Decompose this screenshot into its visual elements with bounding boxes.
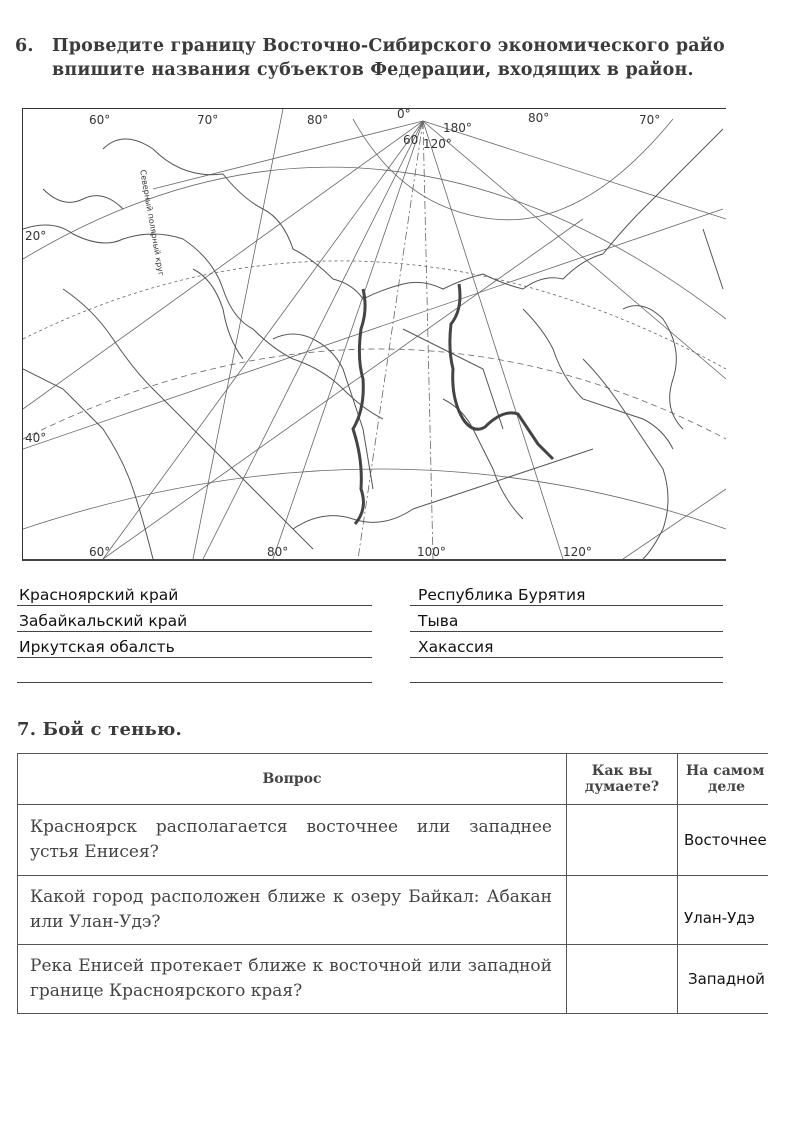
region-answers [0, 580, 793, 690]
header-guess [567, 754, 678, 805]
arctic-circle-label: Северный полярный круг [138, 169, 166, 277]
table-row [18, 805, 769, 876]
header-question: Вопрос [18, 754, 567, 805]
meridian-label-60: 60 [403, 133, 419, 147]
answer-field[interactable]: Красноярский край [17, 583, 372, 606]
meridian-label-60-bottom: 60° [89, 545, 111, 559]
question-cell: Красноярск располагается восточнее или западнее устья Енисея? [18, 805, 567, 876]
answer-field[interactable] [410, 660, 723, 683]
fact-cell[interactable]: Восточнее [678, 805, 769, 876]
meridian-label-120-bottom: 120° [563, 545, 592, 559]
task-6-instruction-line-1: Проведите границу Восточно-Сибирского экономического райо [52, 36, 725, 56]
answer-field[interactable]: Забайкальский край [17, 609, 372, 632]
shadow-boxing-table [17, 753, 768, 1014]
answer-field[interactable]: Тыва [410, 609, 723, 632]
header-fact [678, 754, 769, 805]
meridian-label-80-top: 80° [307, 113, 329, 127]
table-row [18, 876, 769, 945]
header-fact-line-1: На самом [686, 763, 765, 779]
question-cell: Какой город расположен ближе к озеру Байкал: Абакан или Улан-Удэ? [18, 876, 567, 945]
table-header-row [18, 754, 769, 805]
meridian-label-70-top: 70° [197, 113, 219, 127]
meridian-label-60-top: 60° [89, 113, 111, 127]
fact-cell[interactable]: Улан-Удэ [678, 876, 769, 945]
guess-cell[interactable] [567, 805, 678, 876]
header-guess-line-2: думаете? [584, 779, 660, 795]
meridian-label-80-bottom: 80° [267, 545, 289, 559]
meridian-label-20: 20° [25, 229, 47, 243]
answer-field[interactable]: Республика Бурятия [410, 583, 723, 606]
header-fact-line-2: деле [708, 779, 746, 795]
question-cell: Река Енисей протекает ближе к восточной или западной границе Красноярского края? [18, 945, 567, 1014]
meridian-label-0: 0° [397, 108, 411, 121]
answer-field[interactable]: Хакассия [410, 635, 723, 658]
parallel-label-80: 80° [528, 111, 550, 125]
task-6-number: 6. [15, 36, 34, 56]
meridian-label-120: 120° [423, 137, 452, 151]
task-7-title: 7. Бой с тенью. [17, 719, 183, 740]
header-guess-line-1: Как вы [591, 763, 653, 779]
parallel-label-70: 70° [639, 113, 661, 127]
meridian-label-180: 180° [443, 121, 472, 135]
meridian-label-100-bottom: 100° [417, 545, 446, 559]
outline-map-russia [22, 108, 726, 561]
answer-field[interactable]: Иркутская обалсть [17, 635, 372, 658]
meridian-label-40: 40° [25, 431, 47, 445]
table-row [18, 945, 769, 1014]
guess-cell[interactable] [567, 945, 678, 1014]
map-drawing [23, 109, 726, 559]
answer-field[interactable] [17, 660, 372, 683]
fact-cell[interactable]: Западной [678, 945, 769, 1014]
guess-cell[interactable] [567, 876, 678, 945]
task-6-instruction-line-2: впишите названия субъектов Федерации, входящих в район. [52, 60, 694, 80]
